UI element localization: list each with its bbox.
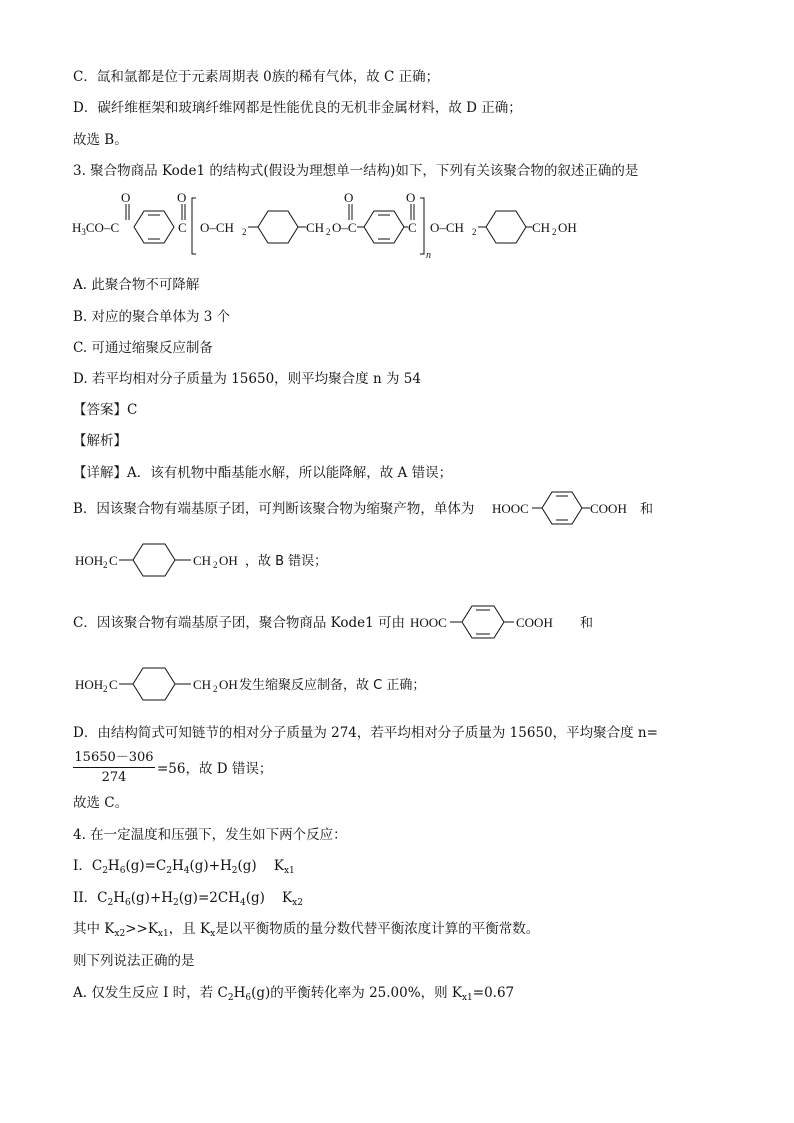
svg-text:C: C (178, 220, 187, 235)
analysis-label: 【解析】 (73, 433, 127, 449)
fraction-bar (73, 767, 155, 768)
text-line-d: D．碳纤维框架和玻璃纤维网都是性能优良的无机非金属材料，故 D 正确； (73, 100, 522, 116)
fraction-result: =56，故 D 错误； (157, 761, 273, 777)
svg-text:COOH: COOH (516, 615, 553, 630)
fraction-denominator: 274 (101, 770, 127, 785)
text-line-c: C．氙和氩都是位于元素周期表 0族的稀有气体，故 C 正确； (73, 69, 440, 85)
explain-c-line1: C．因该聚合物有端基原子团，聚合物商品 Kode1 可由 (73, 615, 405, 631)
terephthalic-acid-structure-b (490, 486, 660, 532)
svg-text:O: O (121, 190, 131, 205)
diol-structure-c (73, 662, 453, 708)
reaction-2: II．$C_2H_6(g)+H_2(g)=2CH_4(g)$ $K_{x2}$ (73, 890, 303, 908)
reaction-1: I．$C_2H_6(g)=C_2H_4(g)+H_2(g)$ $K_{x1}$ (73, 858, 295, 876)
svg-text:O–CH: O–CH (200, 220, 234, 235)
svg-text:HOOC: HOOC (492, 501, 529, 516)
svg-text:C: C (408, 220, 417, 235)
svg-text:O: O (406, 190, 416, 205)
question-3-stem: 3. 聚合物商品 Kode1 的结构式(假设为理想单一结构)如下，下列有关该聚合物的叙述正确的是 (73, 163, 639, 179)
diol-structure-b (73, 538, 343, 584)
option-b: B. 对应的聚合单体为 3 个 (73, 309, 231, 325)
svg-text:n: n (426, 250, 431, 261)
svg-text:O–C: O–C (332, 220, 357, 235)
svg-text:O: O (177, 190, 187, 205)
svg-text:C: C (109, 553, 118, 568)
option-c: C. 可通过缩聚反应制备 (73, 340, 213, 356)
svg-text:和: 和 (580, 616, 594, 631)
svg-text:2: 2 (103, 560, 108, 570)
svg-text:O–CH: O–CH (430, 220, 464, 235)
svg-text:HOH: HOH (75, 553, 104, 568)
svg-text:CH: CH (306, 220, 325, 235)
polymer-structure (70, 190, 590, 262)
option-d: D. 若平均相对分子质量为 15650，则平均聚合度 n 为 54 (73, 371, 421, 387)
svg-text:OH: OH (219, 553, 238, 568)
option-a: A. 此聚合物不可降解 (73, 277, 200, 293)
svg-text:和: 和 (640, 502, 654, 517)
text-line-choose-c: 故选 C。 (73, 795, 129, 811)
svg-text:CH: CH (193, 553, 212, 568)
explain-d-line1: D．由结构简式可知链节的相对分子质量为 274，若平均相对分子质量为 15650，平均聚合度 n= (73, 725, 658, 741)
question-4-ask: 则下列说法正确的是 (73, 953, 195, 969)
svg-text:，故 B 错误；: ，故 B 错误； (245, 554, 328, 569)
svg-text:2: 2 (103, 684, 108, 694)
svg-text:CH: CH (193, 677, 212, 692)
methoxy-label: H (72, 220, 82, 235)
svg-text:2: 2 (242, 227, 247, 237)
svg-text:2: 2 (552, 227, 557, 237)
svg-text:O: O (344, 190, 354, 205)
svg-text:2: 2 (213, 684, 218, 694)
fraction-numerator: 15650－306 (74, 750, 154, 765)
detail-a: 【详解】A．该有机物中酯基能水解，所以能降解，故 A 错误； (73, 465, 453, 481)
explain-b-line1: B．因该聚合物有端基原子团，可判断该聚合物为缩聚产物，单体为 (73, 501, 475, 517)
degree-fraction (73, 746, 373, 788)
svg-text:2: 2 (472, 227, 477, 237)
svg-text:OH: OH (558, 220, 577, 235)
svg-text:CH: CH (532, 220, 551, 235)
question-4-stem: 4. 在一定温度和压强下，发生如下两个反应： (73, 827, 347, 843)
svg-text:HOH: HOH (75, 677, 104, 692)
svg-text:OH: OH (219, 677, 238, 692)
svg-text:2: 2 (213, 560, 218, 570)
answer-label: 【答案】C (73, 402, 138, 418)
svg-text:H3CO–C: $H_3CO-C$ (72, 220, 120, 237)
text-line-choose-b: 故选 B。 (73, 132, 128, 148)
svg-text:HOOC: HOOC (410, 615, 447, 630)
svg-text:C: C (109, 677, 118, 692)
svg-text:COOH: COOH (590, 501, 627, 516)
kx-note: 其中 $K_{x2}>>K_{x1}$，且 $K_x$是以平衡物质的量分数代替平衡浓度计算的平衡常数。 (73, 921, 540, 939)
svg-text:2: 2 (326, 227, 331, 237)
question-4-option-a: A. 仅发生反应 I 时，若 $C_2H_6(g)$的平衡转化率为 25.00%，则 $K_{x1}=0.67$ (73, 985, 515, 1003)
terephthalic-acid-structure-c (408, 600, 608, 646)
svg-text:发生缩聚反应制备，故 C 正确；: 发生缩聚反应制备，故 C 正确； (239, 678, 426, 693)
